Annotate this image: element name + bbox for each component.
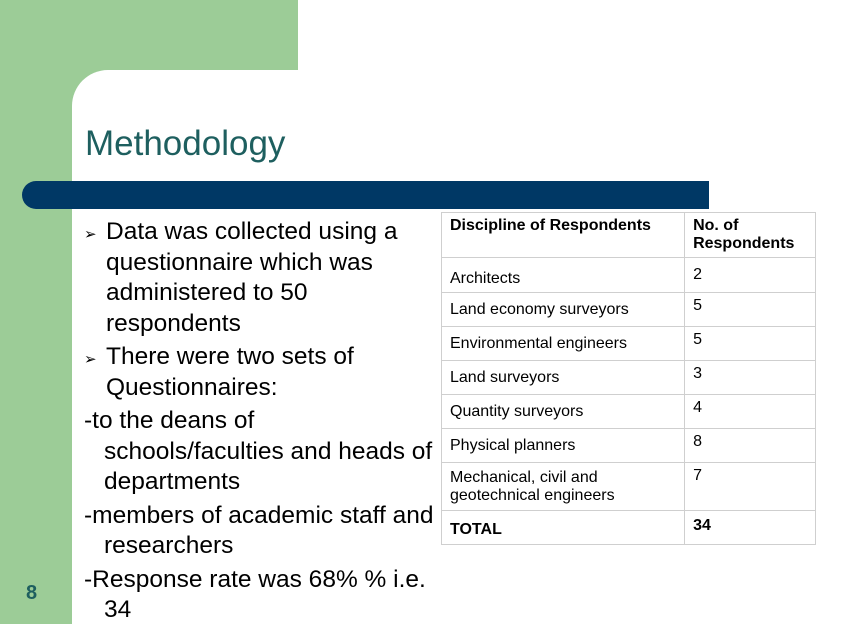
cell-count: 5	[685, 293, 816, 327]
slide-title: Methodology	[85, 124, 286, 163]
respondents-table	[441, 212, 816, 545]
cell-discipline: Quantity surveyors	[442, 395, 685, 429]
bullet-text: There were two sets of Questionnaires:	[106, 343, 354, 401]
cell-total-label: TOTAL	[442, 511, 685, 545]
cell-count: 3	[685, 361, 816, 395]
table-row	[442, 463, 816, 511]
cell-discipline: Land surveyors	[442, 361, 685, 395]
table-total-row	[442, 511, 816, 545]
dash-line-deans: -to the deans of schools/faculties and heads of departments	[84, 407, 433, 495]
bullet-questionnaire-sets	[84, 342, 434, 403]
table-row	[442, 395, 816, 429]
cell-discipline: Environmental engineers	[442, 327, 685, 361]
page-number: 8	[26, 582, 38, 604]
slide-body	[84, 217, 434, 629]
cell-discipline: Architects	[442, 258, 685, 293]
cell-discipline: Land economy surveyors	[442, 293, 685, 327]
header-count: No. of Respondents	[685, 213, 816, 258]
table-row	[442, 258, 816, 293]
arrow-bullet-icon: ➢	[84, 226, 97, 243]
table-row	[442, 429, 816, 463]
table-row	[442, 361, 816, 395]
title-underline-bar	[22, 181, 709, 209]
cell-count: 7	[685, 463, 816, 511]
table-row	[442, 327, 816, 361]
dash-line-response-rate: -Response rate was 68% % i.e. 34	[84, 565, 426, 623]
cell-total-count: 34	[685, 511, 816, 545]
cell-count: 4	[685, 395, 816, 429]
cell-count: 5	[685, 327, 816, 361]
header-discipline: Discipline of Respondents	[442, 213, 685, 258]
cell-discipline: Mechanical, civil and geotechnical engineers	[442, 463, 685, 511]
bullet-data-collection	[84, 217, 434, 339]
table-row	[442, 293, 816, 327]
cell-count: 2	[685, 258, 816, 293]
dash-line-academic-staff: -members of academic staff and researchers	[84, 501, 434, 559]
arrow-bullet-icon: ➢	[84, 351, 97, 368]
table-header-row	[442, 213, 816, 258]
cell-discipline: Physical planners	[442, 429, 685, 463]
cell-count: 8	[685, 429, 816, 463]
bullet-text: Data was collected using a questionnaire which was administered to 50 respondents	[106, 218, 398, 337]
